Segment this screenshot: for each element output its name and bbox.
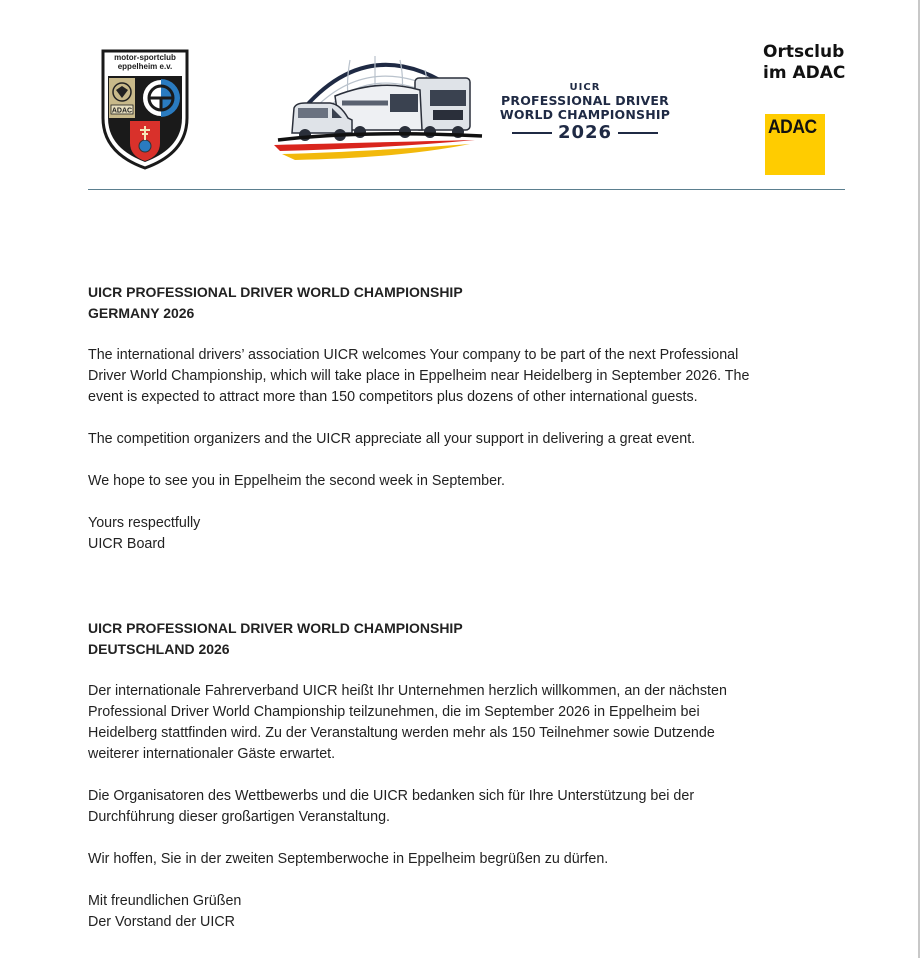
ortsclub-line2: im ADAC [763,63,846,83]
letterhead [0,0,918,200]
text-line: Professional Driver World Championship teilzunehmen, die im September 2026 in Eppelheim bei [88,704,700,720]
english-paragraph-2: The competition organizers and the UICR appreciate all your support in delivering a great event. [88,431,696,447]
german-signature: Der Vorstand der UICR [88,914,235,930]
text-line: The international drivers’ association UICR welcomes Your company to be part of the next Professional [88,347,739,363]
text-line: Heidelberg stattfinden wird. Zu der Veranstaltung werden mehr als 150 Teilnehmer sowie Dutzende [88,725,715,741]
english-closing: Yours respectfully [88,515,201,531]
banner-line2: WORLD CHAMPIONSHIP [499,107,671,122]
banner-year-row [485,123,685,143]
german-closing: Mit freundlichen Grüßen [88,893,242,909]
german-heading-line1: UICR PROFESSIONAL DRIVER WORLD CHAMPIONSHIP [88,620,463,636]
english-heading-line1: UICR PROFESSIONAL DRIVER WORLD CHAMPIONSHIP [88,284,463,300]
banner-title [485,82,685,143]
english-heading-line2: GERMANY 2026 [88,305,195,321]
english-signature: UICR Board [88,536,166,552]
divider [618,132,658,134]
english-section [88,282,828,555]
german-closing-block [88,891,828,933]
english-paragraph-1 [88,345,828,408]
club-name-line2: eppelheim e.v. [117,62,173,71]
championship-banner-logo [270,48,690,164]
banner-line1: PROFESSIONAL DRIVER [501,93,669,108]
text-line: weiterer internationaler Gäste erwartet. [88,746,336,762]
divider [512,132,552,134]
adac-logo [765,114,825,175]
ortsclub-line1: Ortsclub [763,42,845,62]
vehicles-globe-icon [270,48,485,164]
shield-icon [100,48,190,170]
svg-text:ADAC: ADAC [111,107,133,115]
english-paragraph-3: We hope to see you in Eppelheim the second week in September. [88,473,505,489]
club-name-line1: motor-sportclub [114,53,176,62]
english-closing-block [88,513,828,555]
text-line: Durchführung dieser großartigen Veranstaltung. [88,809,391,825]
german-section [88,618,828,933]
text-line: Driver World Championship, which will take place in Eppelheim near Heidelberg in September 2026. The [88,368,750,384]
text-line: Die Organisatoren des Wettbewerbs und die UICR bedanken sich für Ihre Unterstützung bei der [88,788,695,804]
header-divider [88,189,845,190]
banner-org: UICR [569,82,601,93]
adac-club-block [763,42,873,138]
german-paragraph-3: Wir hoffen, Sie in der zweiten Septemberwoche in Eppelheim begrüßen zu dürfen. [88,851,609,867]
club-logo [100,48,190,170]
german-paragraph-2 [88,786,828,828]
text-line: Der internationale Fahrerverband UICR heißt Ihr Unternehmen herzlich willkommen, an der nächsten [88,683,727,699]
text-line: event is expected to attract more than 150 competitors plus dozens of other international guests. [88,389,698,405]
banner-year: 2026 [557,122,613,143]
adac-logo-text: ADAC [768,117,817,138]
german-heading-line2: DEUTSCHLAND 2026 [88,641,230,657]
german-paragraph-1 [88,681,828,765]
